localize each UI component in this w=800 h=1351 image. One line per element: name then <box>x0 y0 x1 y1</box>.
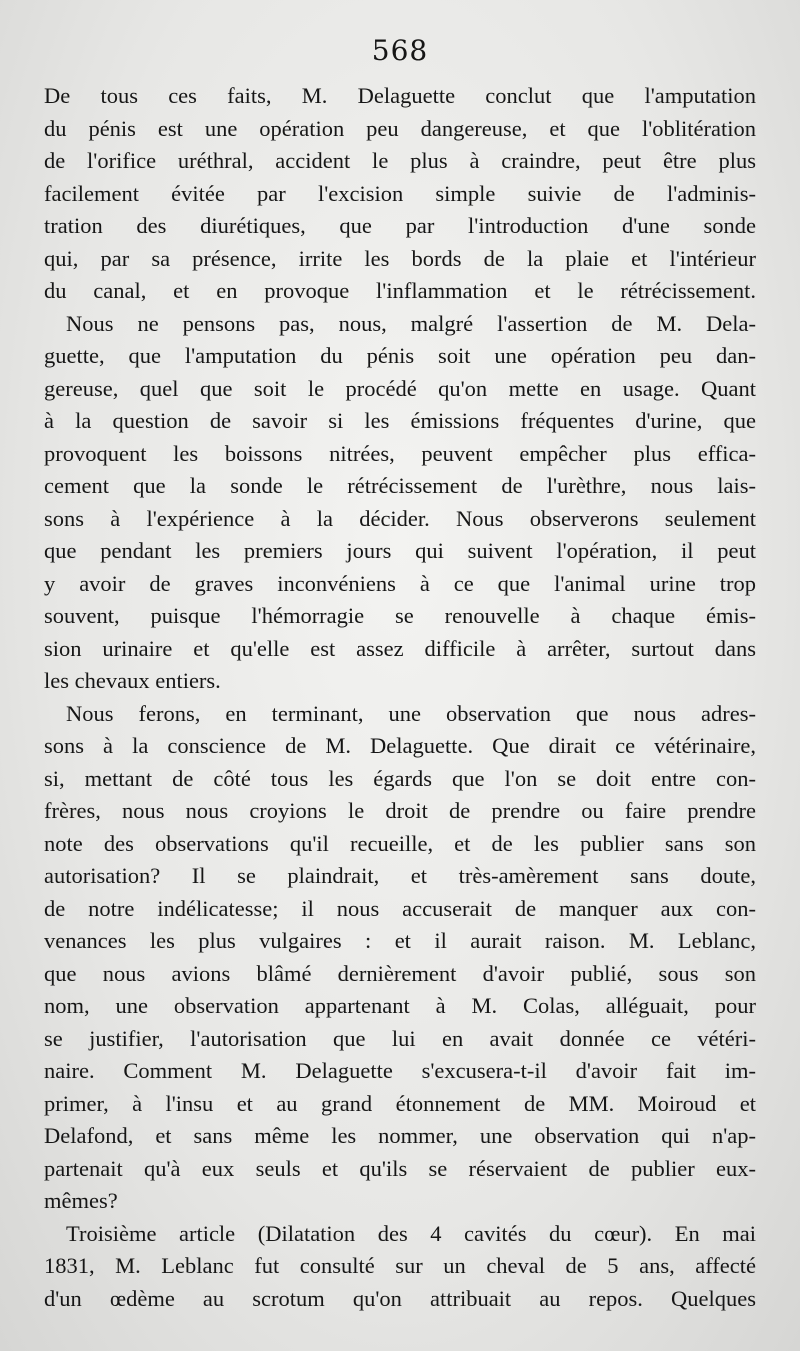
text-line: Nous ferons, en terminant, une observation que nous adres- <box>66 700 756 726</box>
text-line: d'un œdème au scrotum qu'on attribuait au repos. Quelques <box>44 1285 756 1311</box>
text-line: de l'orifice uréthral, accident le plus à craindre, peut être plus <box>44 148 756 173</box>
body-text <box>44 80 756 1315</box>
text-line: que nous avions blâmé dernièrement d'avoir publié, sous son <box>44 960 756 986</box>
text-line: venances les plus vulgaires : et il aurait raison. M. Leblanc, <box>44 928 756 953</box>
text-line: facilement évitée par l'excision simple suivie de l'adminis- <box>44 180 756 206</box>
text-line: sons à l'expérience à la décider. Nous observerons seulement <box>44 505 756 531</box>
text-line: sons à la conscience de M. Delaguette. Que dirait ce vétérinaire, <box>44 733 756 758</box>
text-line: y avoir de graves inconvéniens à ce que l'animal urine trop <box>44 570 756 596</box>
text-line: sion urinaire et qu'elle est assez difficile à arrêter, surtout dans <box>44 635 756 661</box>
text-line: qui, par sa présence, irrite les bords de la plaie et l'intérieur <box>44 245 756 271</box>
text-line: Troisième article (Dilatation des 4 cavités du cœur). En mai <box>66 1220 756 1246</box>
text-line: frères, nous nous croyions le droit de prendre ou faire prendre <box>44 798 756 823</box>
text-line: provoquent les boissons nitrées, peuvent empêcher plus effica- <box>44 440 756 466</box>
text-line: Nous ne pensons pas, nous, malgré l'assertion de M. Dela- <box>66 310 756 336</box>
text-line: mêmes? <box>44 1188 118 1213</box>
text-line: nom, une observation appartenant à M. Colas, alléguait, pour <box>44 993 756 1018</box>
text-line: primer, à l'insu et au grand étonnement de MM. Moiroud et <box>44 1090 756 1116</box>
text-line: De tous ces faits, M. Delaguette conclut que l'amputation <box>44 83 756 108</box>
text-line: de notre indélicatesse; il nous accuserait de manquer aux con- <box>44 895 756 921</box>
text-line: du pénis est une opération peu dangereuse, et que l'oblitération <box>44 115 756 141</box>
text-line: souvent, puisque l'hémorragie se renouvelle à chaque émis- <box>44 603 756 628</box>
page-number: 568 <box>371 34 429 67</box>
text-line: que pendant les premiers jours qui suivent l'opération, il peut <box>44 538 756 563</box>
text-line: 1831, M. Leblanc fut consulté sur un cheval de 5 ans, affecté <box>44 1253 756 1278</box>
text-line: naire. Comment M. Delaguette s'excusera-t-il d'avoir fait im- <box>44 1058 756 1083</box>
text-line: gereuse, quel que soit le procédé qu'on mette en usage. Quant <box>44 375 756 401</box>
text-line: guette, que l'amputation du pénis soit une opération peu dan- <box>44 343 756 368</box>
text-line: à la question de savoir si les émissions fréquentes d'urine, que <box>44 408 756 433</box>
text-line: Delafond, et sans même les nommer, une observation qui n'ap- <box>44 1123 756 1148</box>
text-line: si, mettant de côté tous les égards que l'on se doit entre con- <box>44 765 756 791</box>
text-line: du canal, et en provoque l'inflammation et le rétrécissement. <box>44 278 756 303</box>
text-line: note des observations qu'il recueille, et de les publier sans son <box>44 830 756 856</box>
text-line: autorisation? Il se plaindrait, et très-amèrement sans doute, <box>44 863 756 888</box>
text-line: partenait qu'à eux seuls et qu'ils se réservaient de publier eux- <box>44 1155 756 1181</box>
text-line: les chevaux entiers. <box>44 668 221 693</box>
text-line: se justifier, l'autorisation que lui en avait donnée ce vétéri- <box>44 1025 756 1051</box>
text-line: tration des diurétiques, que par l'introduction d'une sonde <box>44 213 756 238</box>
text-line: cement que la sonde le rétrécissement de l'urèthre, nous lais- <box>44 473 756 498</box>
